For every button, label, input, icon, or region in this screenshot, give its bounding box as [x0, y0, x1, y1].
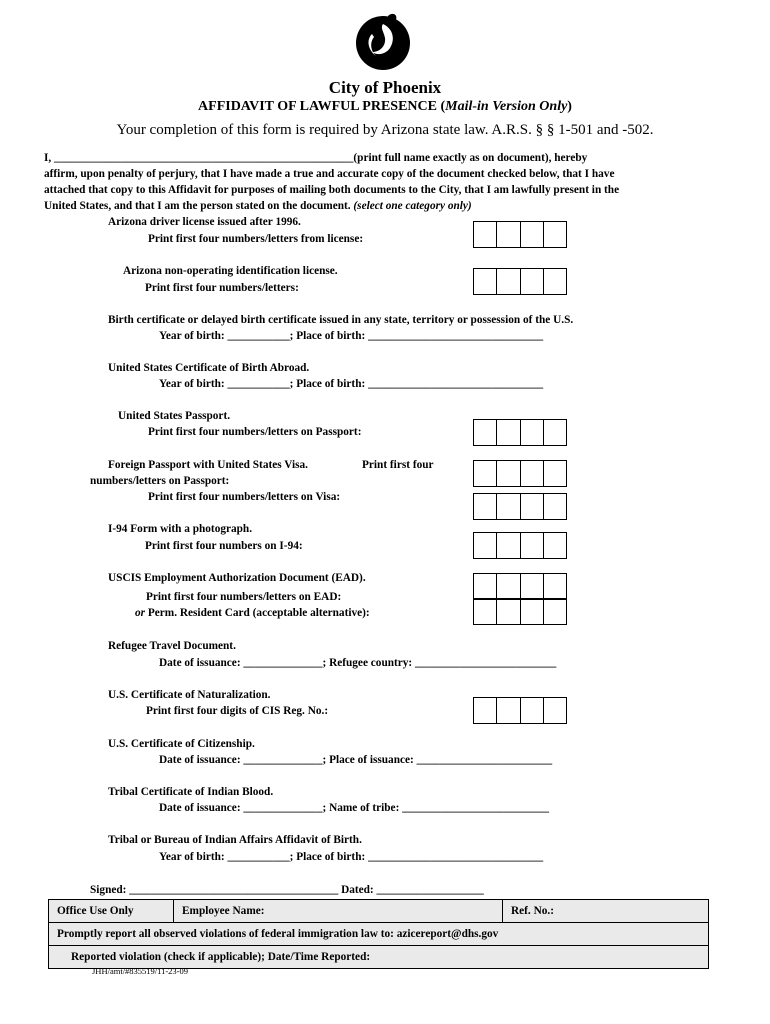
tribal-affidavit-fields[interactable]: Year of birth: ___________; Place of birth: _______________________________: [159, 851, 544, 863]
foreign-passport-instruction-cont: numbers/letters on Passport:: [90, 475, 230, 487]
phoenix-logo: [352, 10, 414, 72]
category-citizenship: U.S. Certificate of Citizenship.: [108, 738, 255, 750]
city-title: City of Phoenix: [328, 78, 442, 97]
char-boxes[interactable]: [473, 221, 567, 248]
category-az-non-operating-id-instruction: Print first four numbers/letters:: [145, 282, 299, 294]
form-subtitle: Your completion of this form is required by Arizona state law. A.R.S. § § 1-501 and -502.: [116, 122, 654, 138]
category-tribal-certificate: Tribal Certificate of Indian Blood.: [108, 786, 274, 798]
employee-name-label: Employee Name:: [173, 900, 502, 922]
citizenship-fields[interactable]: Date of issuance: ______________; Place of issuance: ________________________: [159, 754, 553, 766]
category-i94: I-94 Form with a photograph.: [108, 523, 253, 535]
select-note: (select one category only): [353, 200, 472, 212]
foreign-passport-instruction: Print first four: [362, 459, 434, 471]
office-row: [49, 900, 708, 923]
i94-instruction: Print first four numbers on I-94:: [145, 540, 303, 552]
category-us-passport: United States Passport.: [118, 410, 231, 422]
office-row: [49, 923, 708, 946]
perm-resident-instruction: or Perm. Resident Card (acceptable alternative):: [135, 607, 370, 619]
ref-no-label: Ref. No.:: [502, 900, 708, 922]
form-title: AFFIDAVIT OF LAWFUL PRESENCE (Mail-in Version Only): [198, 99, 572, 114]
report-instruction: Promptly report all observed violations of federal immigration law to: azicereport@dhs.gov: [57, 928, 499, 940]
document-code: JHH/amt/#835519/11-23-09: [92, 966, 189, 976]
birth-abroad-fields[interactable]: Year of birth: ___________; Place of birth: _______________________________: [159, 378, 544, 390]
us-passport-instruction: Print first four numbers/letters on Passport:: [148, 426, 362, 438]
category-az-driver-license: Arizona driver license issued after 1996.: [108, 216, 301, 228]
intro-line: affirm, upon penalty of perjury, that I have made a true and accurate copy of the document checked below, that I have: [44, 168, 615, 180]
char-boxes[interactable]: [473, 460, 567, 487]
violation-label: Reported violation (check if applicable); Date/Time Reported:: [71, 951, 371, 963]
refugee-travel-fields[interactable]: Date of issuance: ______________; Refugee country: _________________________: [159, 657, 557, 669]
category-refugee-travel: Refugee Travel Document.: [108, 640, 236, 652]
intro-line: I, _____________________________________________________(print full name exactly as on document), hereby: [44, 152, 588, 164]
naturalization-instruction: Print first four digits of CIS Reg. No.:: [146, 705, 329, 717]
office-use-table: [48, 899, 709, 969]
visa-instruction: Print first four numbers/letters on Visa:: [148, 491, 341, 503]
char-boxes[interactable]: [473, 598, 567, 625]
birth-certificate-fields[interactable]: Year of birth: ___________; Place of birth: _______________________________: [159, 330, 544, 342]
char-boxes[interactable]: [473, 419, 567, 446]
char-boxes[interactable]: [473, 532, 567, 559]
category-az-non-operating-id: Arizona non-operating identification license.: [123, 265, 338, 277]
category-foreign-passport: Foreign Passport with United States Visa.: [108, 459, 309, 471]
category-az-driver-license-instruction: Print first four numbers/letters from license:: [148, 233, 364, 245]
category-birth-abroad: United States Certificate of Birth Abroad.: [108, 362, 310, 374]
category-birth-certificate: Birth certificate or delayed birth certificate issued in any state, territory or possession of the U.S.: [108, 314, 574, 326]
category-naturalization: U.S. Certificate of Naturalization.: [108, 689, 271, 701]
intro-paragraph: [44, 150, 704, 214]
tribal-certificate-fields[interactable]: Date of issuance: ______________; Name of tribe: __________________________: [159, 802, 550, 814]
intro-line: United States, and that I am the person stated on the document. (select one category only): [44, 200, 472, 212]
char-boxes[interactable]: [473, 573, 567, 600]
office-use-label: Office Use Only: [57, 905, 134, 917]
char-boxes[interactable]: [473, 268, 567, 295]
category-tribal-affidavit: Tribal or Bureau of Indian Affairs Affidavit of Birth.: [108, 834, 362, 846]
category-ead: USCIS Employment Authorization Document (EAD).: [108, 572, 366, 584]
dated-field: Dated: ___________________: [341, 884, 484, 896]
ead-instruction: Print first four numbers/letters on EAD:: [146, 591, 342, 603]
char-boxes[interactable]: [473, 493, 567, 520]
char-boxes[interactable]: [473, 697, 567, 724]
signature-line[interactable]: Signed: _____________________________________ Dated: ___________________: [90, 884, 484, 896]
intro-line: attached that copy to this Affidavit for purposes of mailing both documents to the City, that I am lawfully present in the: [44, 184, 620, 196]
office-row: [49, 946, 708, 968]
